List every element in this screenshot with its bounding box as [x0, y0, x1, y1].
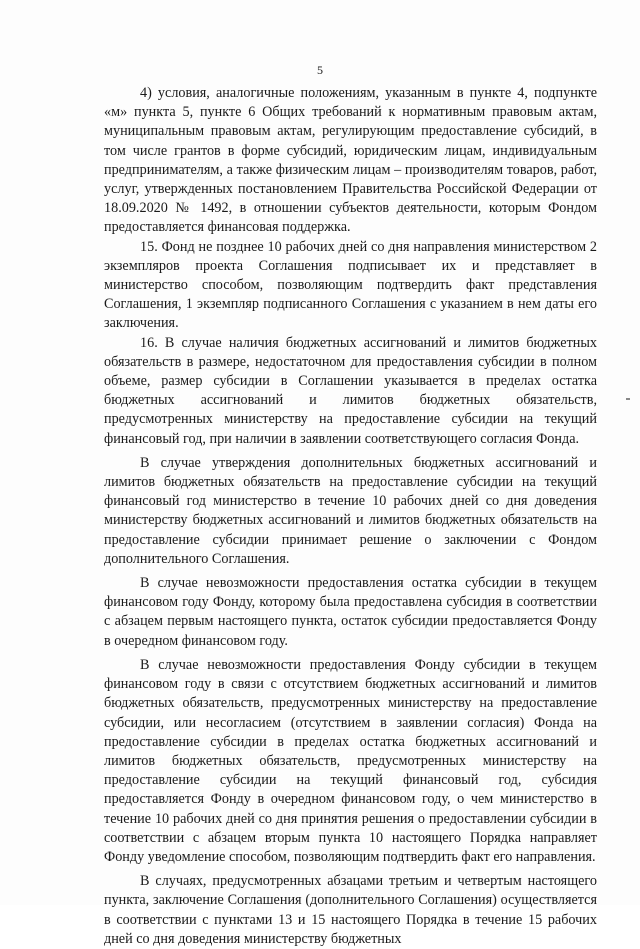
- page-number: 5: [317, 63, 323, 77]
- scan-artifact-mark: [626, 398, 630, 400]
- paragraph-item-4-conditions: 4) условия, аналогичные положениям, указанным в пункте 4, подпункте «м» пункта 5, пункте 6 Общих требований к нормативным правовым актам, муниципальным правовым актам, регулирующим предоставление субсидий, в том числе грантов в форме субсидий, юридическим лицам, индивидуальным предпринимателям, а также физическим лицам – производителям товаров, работ, услуг, утвержденных постановлением Правительства Российской Федерации от 18.09.2020 № 1492, в отношении субъектов деятельности, которым Фондом предоставляется финансовая поддержка.: [104, 85, 597, 236]
- paragraph-agreement-conclusion: В случаях, предусмотренных абзацами третьим и четвертым настоящего пункта, заключение Соглашения (дополнительного Соглашения) осуществляется в соответствии с пунктами 13 и 15 настоящего Порядка в течение 15 рабочих дней со дня доведения министерству бюджетных: [104, 873, 597, 947]
- paragraph-remaining-subsidy: В случае невозможности предоставления остатка субсидии в текущем финансовом году Фонду, которому была предоставлена субсидия в соответствии с абзацем первым настоящего пункта, остаток субсидии предоставляется Фонду в очередном финансовом году.: [104, 575, 597, 649]
- paragraph-impossibility-of-subsidy: В случае невозможности предоставления Фонду субсидии в текущем финансовом году в связи с отсутствием бюджетных ассигнований и лимитов бюджетных обязательств, предусмотренных министерству на предоставление субсидии, или несогласием (отсутствием в заявлении согласия) Фонда на предоставление субсидии в пределах остатка бюджетных ассигнований и лимитов бюджетных обязательств, предусмотренных министерству на предоставление субсидии на текущий финансовый год, субсидия предоставляется Фонду в очередном финансовом году, о чем министерство в течение 10 рабочих дней со дня принятия решения о предоставлении субсидии в соответствии с абзацем вторым пункта 10 настоящего Порядка направляет Фонду уведомление способом, позволяющим подтвердить факт его направления.: [104, 656, 597, 865]
- document-body: [104, 84, 597, 949]
- paragraph-clause-16: 16. В случае наличия бюджетных ассигнований и лимитов бюджетных обязательств в размере, недостаточном для предоставления субсидии в полном объеме, размер субсидии в Соглашении указывается в пределах остатка бюджетных ассигнований и лимитов бюджетных обязательств, предусмотренных министерству на предоставление субсидии на текущий финансовый год, при наличии в заявлении соответствующего согласия Фонда.: [104, 334, 597, 447]
- paragraph-additional-allocations: В случае утверждения дополнительных бюджетных ассигнований и лимитов бюджетных обязательств на предоставление субсидии на текущий финансовый год министерство в течение 10 рабочих дней со дня доведения министерству бюджетных ассигнований и лимитов бюджетных обязательств на предоставление субсидии принимает решение о заключении с Фондом дополнительного Соглашения.: [104, 454, 597, 567]
- paragraph-clause-15: 15. Фонд не позднее 10 рабочих дней со дня направления министерством 2 экземпляров проекта Соглашения подписывает их и представляет в министерство способом, позволяющим подтвердить факт представления Соглашения, 1 экземпляр подписанного Соглашения с указанием в нем даты его заключения.: [104, 238, 597, 332]
